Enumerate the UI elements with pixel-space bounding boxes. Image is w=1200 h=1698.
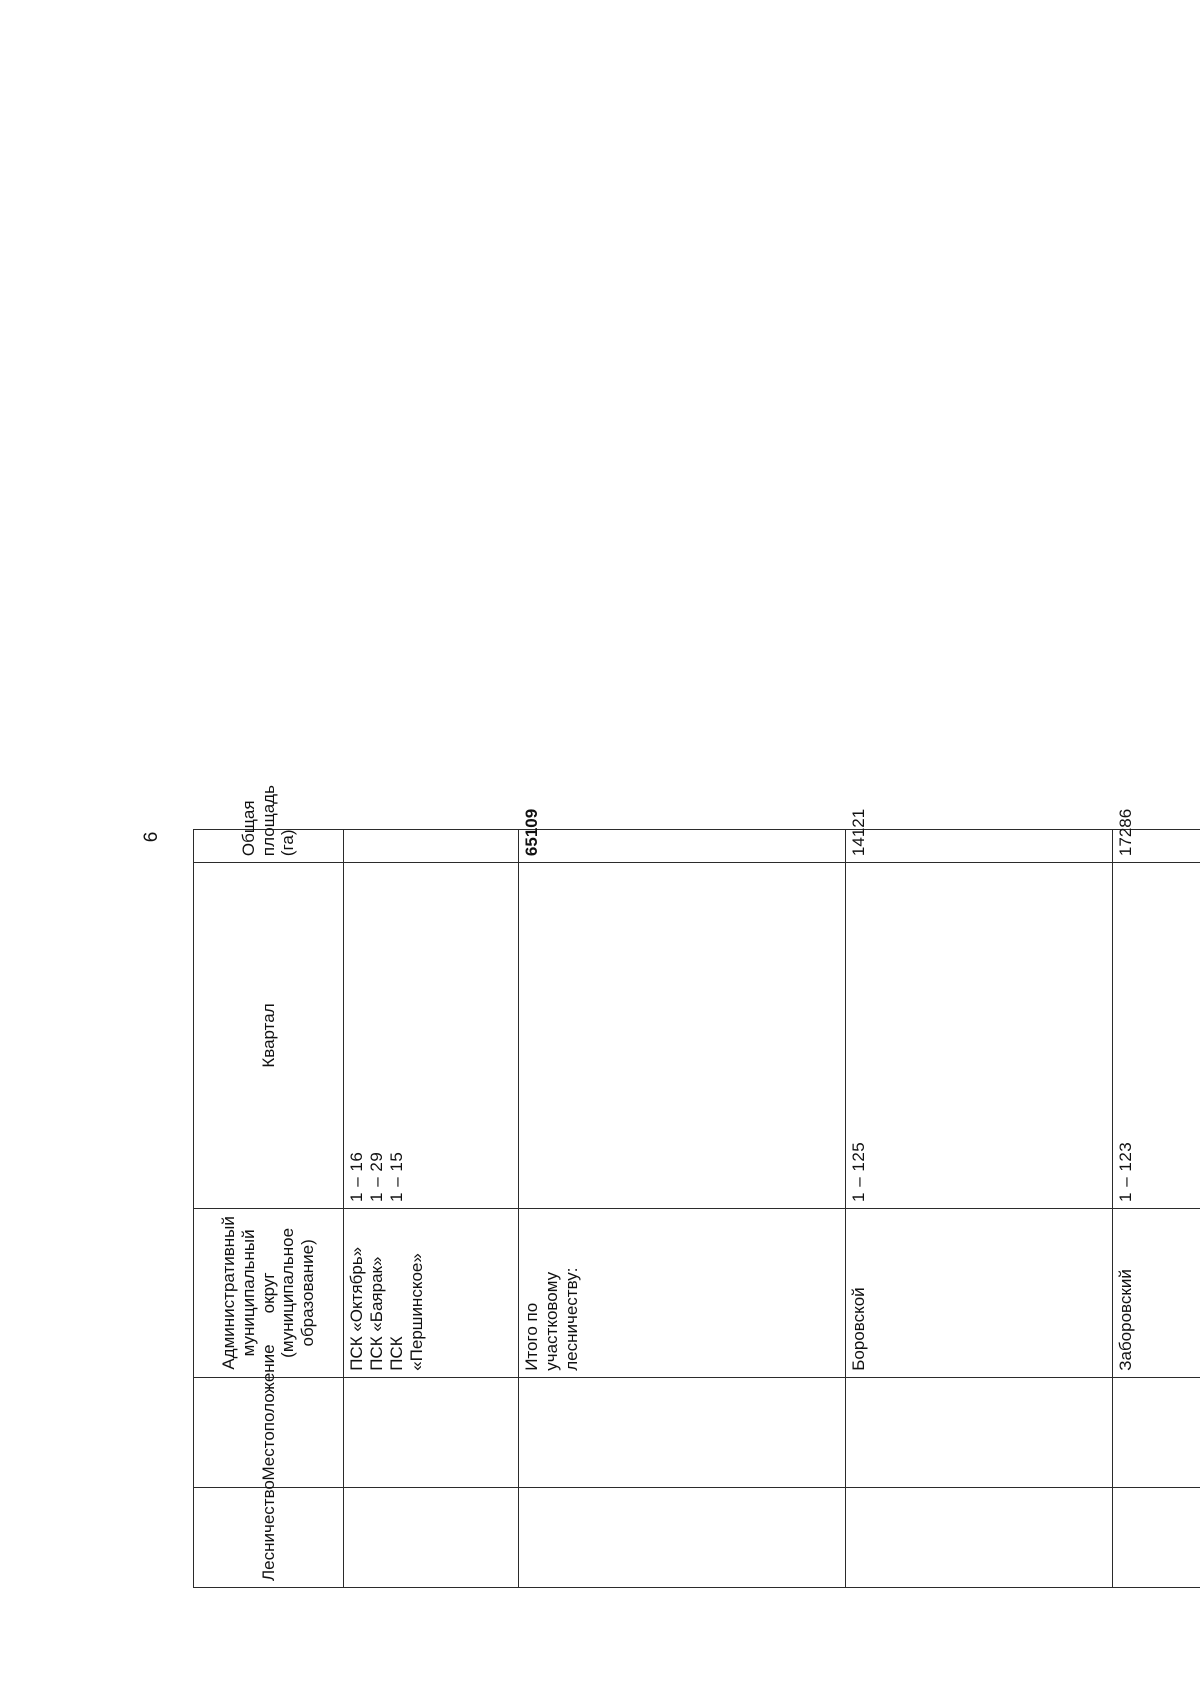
kvartal-cell: 1 – 125 — [846, 863, 1113, 1209]
lesnichestvo-cell — [1113, 1487, 1200, 1587]
location-cell — [344, 1377, 519, 1487]
admin-cell: ПСК «Октябрь» ПСК «Баярак» ПСК «Першинское» — [344, 1208, 519, 1377]
location-cell — [1113, 1377, 1200, 1487]
header-location: Местоположение — [194, 1377, 344, 1487]
area-cell — [344, 829, 519, 862]
admin-cell: Заборовский — [1113, 1208, 1200, 1377]
forest-table — [193, 106, 1200, 1588]
kvartal-cell: 1 – 16 1 – 29 1 – 15 — [344, 863, 519, 1209]
area-cell: 17286 — [1113, 829, 1200, 862]
header-lesnichestvo: Лесничество — [194, 1487, 344, 1587]
location-cell — [519, 1377, 846, 1487]
lesnichestvo-cell — [519, 1487, 846, 1587]
location-cell — [846, 1377, 1113, 1487]
table-row — [519, 107, 846, 1588]
lesnichestvo-cell — [344, 1487, 519, 1587]
table-row — [846, 107, 1113, 1588]
lesnichestvo-cell — [846, 1487, 1113, 1587]
table-row — [194, 107, 344, 1588]
admin-cell: Боровской — [846, 1208, 1113, 1377]
area-cell: 14121 — [846, 829, 1113, 862]
area-cell: 65109 — [519, 829, 846, 862]
header-admin-district: Административный муниципальный округ (муниципальное образование) — [194, 1208, 344, 1377]
table-row — [1113, 107, 1200, 1588]
kvartal-cell: 1 – 123 — [1113, 863, 1200, 1209]
kvartal-cell — [519, 863, 846, 1209]
rotated-table-wrapper — [193, 106, 1135, 1588]
table-row — [344, 107, 519, 1588]
admin-cell: Итого по участковому лесничеству: — [519, 1208, 846, 1377]
page-number: 6 — [141, 831, 162, 843]
header-kvartal: Квартал — [194, 863, 344, 1209]
header-total-area: Общая площадь (га) — [194, 829, 344, 862]
